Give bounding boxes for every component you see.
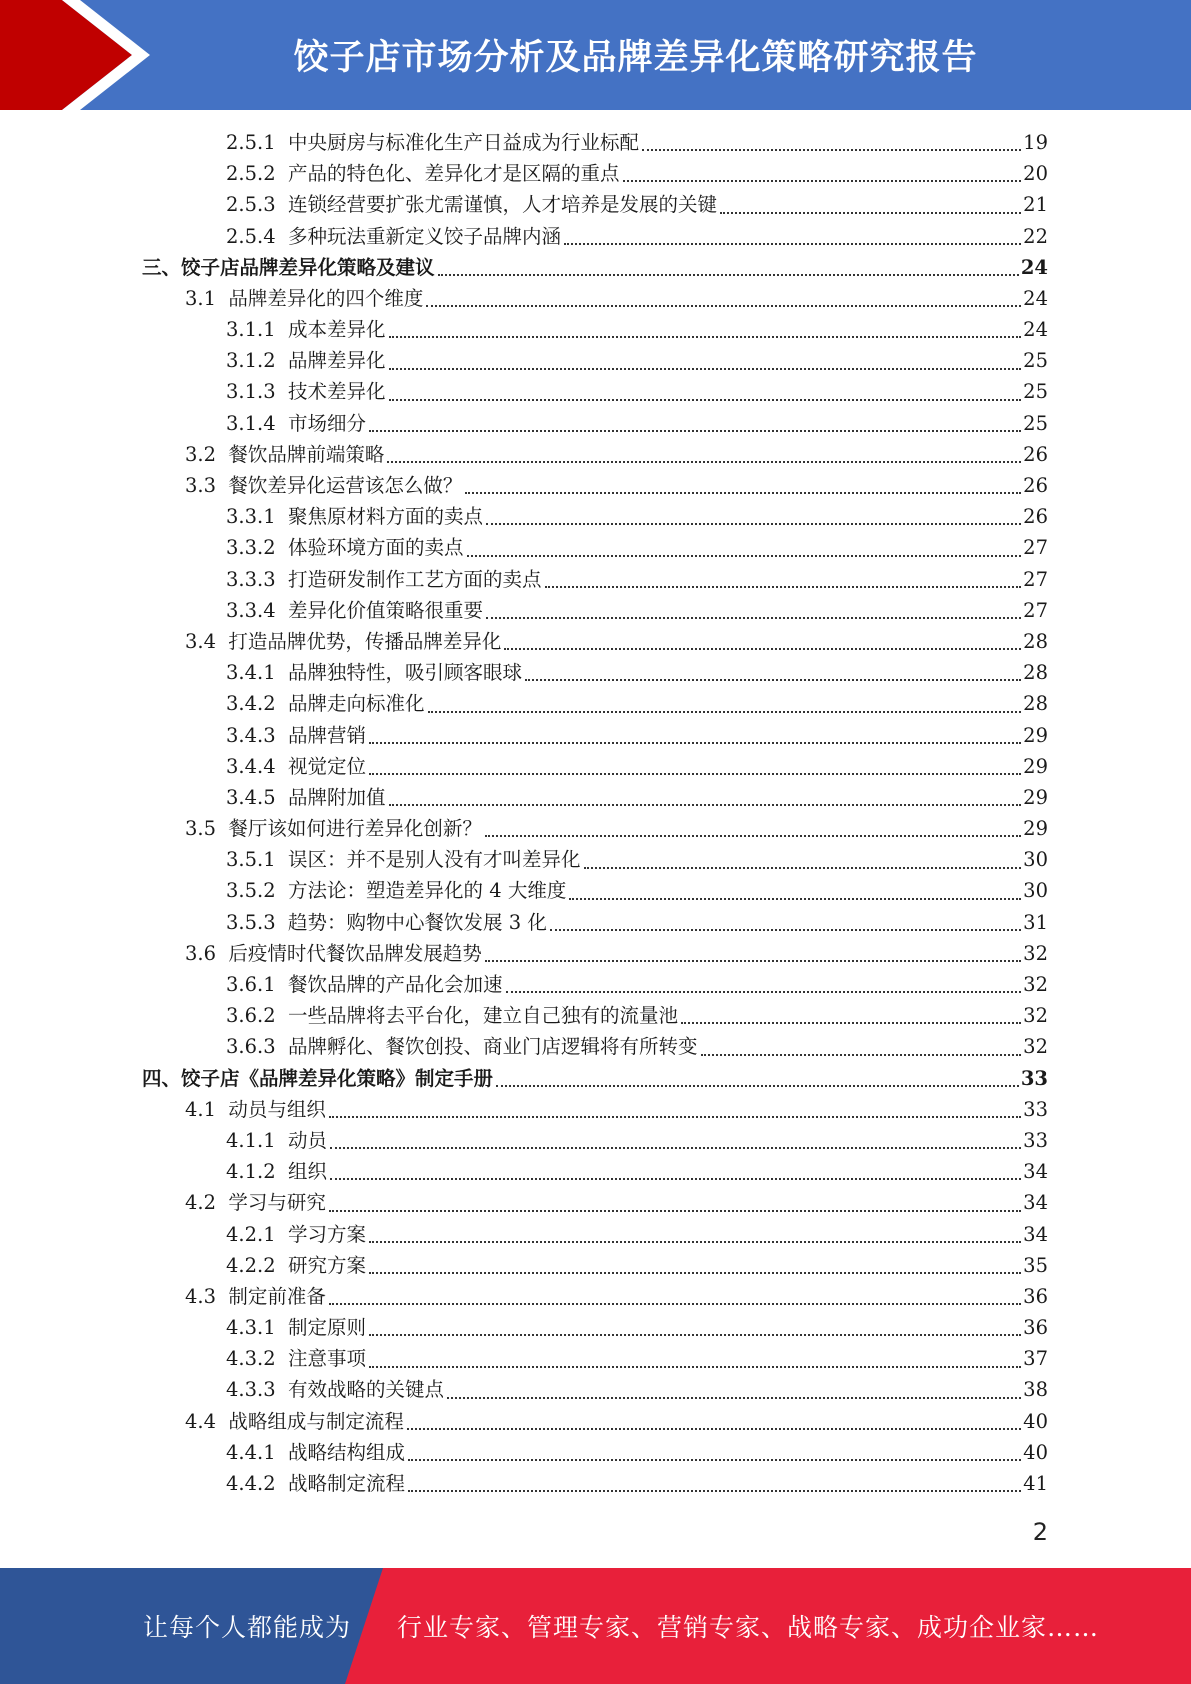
toc-entry-title: 产品的特色化、差异化才是区隔的重点 bbox=[288, 162, 620, 186]
toc-entry-number: 4.3.3 bbox=[226, 1378, 276, 1402]
footer-slogan-left: 让每个人都能成为 bbox=[143, 1613, 352, 1642]
toc-entry-title: 制定前准备 bbox=[228, 1284, 326, 1308]
toc-entry-page: 29 bbox=[1023, 817, 1048, 841]
toc-entry-title: 差异化价值策略很重要 bbox=[288, 598, 484, 622]
toc-entry[interactable] bbox=[0, 595, 1048, 626]
toc-dot-leader bbox=[330, 1178, 1021, 1180]
toc-dot-leader bbox=[720, 212, 1021, 214]
toc-entry[interactable] bbox=[0, 345, 1048, 376]
toc-entry-number: 4.2.1 bbox=[226, 1222, 276, 1246]
toc-entry-title: 后疫情时代餐饮品牌发展趋势 bbox=[228, 941, 482, 965]
toc-dot-leader bbox=[407, 1428, 1021, 1430]
toc-entry-page: 33 bbox=[1023, 1097, 1048, 1121]
toc-entry-number: 4.1 bbox=[185, 1097, 217, 1121]
toc-entry-title: 有效战略的关键点 bbox=[288, 1378, 445, 1402]
table-of-contents bbox=[0, 127, 1191, 1499]
toc-entry-title: 战略结构组成 bbox=[288, 1440, 406, 1464]
toc-dot-leader bbox=[550, 929, 1021, 931]
toc-entry[interactable] bbox=[0, 408, 1048, 439]
toc-entry[interactable] bbox=[0, 1063, 1048, 1094]
toc-entry[interactable] bbox=[0, 1312, 1048, 1343]
toc-entry-title: 技术差异化 bbox=[288, 380, 386, 404]
toc-entry-number: 3.4.4 bbox=[226, 754, 276, 778]
toc-entry-page: 27 bbox=[1023, 598, 1048, 622]
toc-entry[interactable] bbox=[0, 688, 1048, 719]
toc-entry[interactable] bbox=[0, 969, 1048, 1000]
toc-entry-page: 25 bbox=[1023, 380, 1048, 404]
footer-slogan-right: 行业专家、管理专家、营销专家、战略专家、成功企业家…… bbox=[397, 1613, 1100, 1642]
toc-entry-number: 2.5.4 bbox=[226, 224, 276, 248]
toc-entry[interactable] bbox=[0, 1406, 1048, 1437]
report-title: 饺子店市场分析及品牌差异化策略研究报告 bbox=[293, 38, 978, 78]
toc-entry-number: 4.1.1 bbox=[226, 1128, 276, 1152]
toc-entry[interactable] bbox=[0, 720, 1048, 751]
toc-dot-leader bbox=[569, 898, 1021, 900]
toc-entry-number: 3.4.1 bbox=[226, 661, 276, 685]
toc-dot-leader bbox=[389, 399, 1022, 401]
toc-entry-title: 组织 bbox=[288, 1160, 328, 1184]
toc-entry[interactable] bbox=[0, 377, 1048, 408]
toc-entry-number: 3.5 bbox=[185, 817, 217, 841]
toc-entry-number: 3.5.2 bbox=[226, 879, 276, 903]
toc-dot-leader bbox=[564, 243, 1021, 245]
toc-entry[interactable] bbox=[0, 1000, 1048, 1031]
toc-dot-leader bbox=[642, 149, 1021, 151]
toc-entry-page: 32 bbox=[1023, 1035, 1048, 1059]
toc-entry[interactable] bbox=[0, 751, 1048, 782]
toc-dot-leader bbox=[504, 648, 1021, 650]
toc-dot-leader bbox=[525, 679, 1021, 681]
toc-dot-leader bbox=[408, 1459, 1021, 1461]
toc-entry-page: 24 bbox=[1023, 318, 1048, 342]
toc-entry-page: 30 bbox=[1023, 879, 1048, 903]
toc-entry-title: 餐饮品牌前端策略 bbox=[228, 442, 385, 466]
toc-entry-title: 品牌独特性，吸引顾客眼球 bbox=[288, 661, 523, 685]
toc-entry-title: 研究方案 bbox=[288, 1253, 367, 1277]
toc-entry-title: 制定原则 bbox=[288, 1316, 367, 1340]
toc-entry-number: 3.1.2 bbox=[226, 349, 276, 373]
toc-entry-title: 品牌走向标准化 bbox=[288, 692, 425, 716]
toc-entry-number: 3.6 bbox=[185, 941, 217, 965]
toc-dot-leader bbox=[369, 1366, 1021, 1368]
toc-entry-page: 28 bbox=[1023, 629, 1048, 653]
toc-entry-page: 29 bbox=[1023, 785, 1048, 809]
toc-entry-number: 3.1.1 bbox=[226, 318, 276, 342]
page-header bbox=[0, 0, 1191, 110]
toc-entry[interactable] bbox=[0, 189, 1048, 220]
toc-entry[interactable] bbox=[0, 1094, 1048, 1125]
toc-entry-page: 34 bbox=[1023, 1191, 1048, 1215]
toc-entry[interactable] bbox=[0, 1375, 1048, 1406]
toc-dot-leader bbox=[329, 1303, 1021, 1305]
toc-entry-page: 34 bbox=[1023, 1160, 1048, 1184]
toc-entry[interactable] bbox=[0, 782, 1048, 813]
toc-dot-leader bbox=[506, 991, 1022, 993]
toc-entry-page: 36 bbox=[1023, 1316, 1048, 1340]
toc-entry[interactable] bbox=[0, 439, 1048, 470]
toc-entry-page: 33 bbox=[1023, 1128, 1048, 1152]
toc-entry-page: 40 bbox=[1023, 1409, 1048, 1433]
toc-entry[interactable] bbox=[0, 1343, 1048, 1374]
toc-entry-number: 4.4 bbox=[185, 1409, 217, 1433]
toc-entry-page: 19 bbox=[1023, 130, 1048, 154]
toc-entry[interactable] bbox=[0, 1156, 1048, 1187]
toc-entry[interactable] bbox=[0, 283, 1048, 314]
toc-entry-page: 22 bbox=[1023, 224, 1048, 248]
page-footer bbox=[0, 1568, 1191, 1684]
toc-entry[interactable] bbox=[0, 938, 1048, 969]
toc-entry-page: 27 bbox=[1023, 567, 1048, 591]
toc-entry[interactable] bbox=[0, 813, 1048, 844]
toc-dot-leader bbox=[408, 1490, 1021, 1492]
toc-entry[interactable] bbox=[0, 1250, 1048, 1281]
toc-entry-title: 打造研发制作工艺方面的卖点 bbox=[288, 567, 542, 591]
toc-entry-title: 注意事项 bbox=[288, 1347, 367, 1371]
toc-entry-title: 学习与研究 bbox=[228, 1191, 326, 1215]
toc-dot-leader bbox=[545, 586, 1022, 588]
toc-entry-title: 餐厅该如何进行差异化创新？ bbox=[228, 817, 482, 841]
toc-entry[interactable] bbox=[0, 532, 1048, 563]
toc-entry-title: 品牌孵化、餐饮创投、商业门店逻辑将有所转变 bbox=[288, 1035, 698, 1059]
toc-entry-title: 多种玩法重新定义饺子品牌内涵 bbox=[288, 224, 562, 248]
toc-dot-leader bbox=[389, 368, 1022, 370]
toc-entry-page: 25 bbox=[1023, 411, 1048, 435]
toc-entry[interactable] bbox=[0, 1187, 1048, 1218]
toc-entry[interactable] bbox=[0, 470, 1048, 501]
toc-entry[interactable] bbox=[0, 158, 1048, 189]
toc-entry[interactable] bbox=[0, 1281, 1048, 1312]
toc-entry-page: 41 bbox=[1023, 1472, 1048, 1496]
toc-entry-number: 3.4.2 bbox=[226, 692, 276, 716]
toc-entry[interactable] bbox=[0, 1219, 1048, 1250]
toc-entry-title: 误区：并不是别人没有才叫差异化 bbox=[288, 848, 581, 872]
toc-entry-number: 4.4.1 bbox=[226, 1440, 276, 1464]
toc-entry-page: 28 bbox=[1023, 661, 1048, 685]
toc-dot-leader bbox=[623, 180, 1022, 182]
toc-entry-number: 3.5.3 bbox=[226, 910, 276, 934]
toc-entry-page: 27 bbox=[1023, 536, 1048, 560]
toc-entry-title: 战略组成与制定流程 bbox=[228, 1409, 404, 1433]
toc-entry-title: 动员与组织 bbox=[228, 1097, 326, 1121]
toc-entry-page: 24 bbox=[1020, 255, 1048, 279]
toc-entry-title: 市场细分 bbox=[288, 411, 367, 435]
toc-dot-leader bbox=[681, 1022, 1021, 1024]
toc-entry[interactable] bbox=[0, 1437, 1048, 1468]
toc-dot-leader bbox=[330, 1147, 1021, 1149]
toc-entry-number: 4.3.2 bbox=[226, 1347, 276, 1371]
toc-entry[interactable] bbox=[0, 501, 1048, 532]
toc-entry-title: 品牌差异化 bbox=[288, 349, 386, 373]
toc-dot-leader bbox=[426, 305, 1021, 307]
toc-entry-page: 29 bbox=[1023, 723, 1048, 747]
toc-entry[interactable] bbox=[0, 127, 1048, 158]
toc-entry-number: 3.1.4 bbox=[226, 411, 276, 435]
toc-entry-title: 方法论：塑造差异化的 4 大维度 bbox=[288, 879, 567, 903]
toc-entry-title: 战略制定流程 bbox=[288, 1472, 406, 1496]
page-number: 2 bbox=[1032, 1518, 1048, 1546]
toc-entry-number: 3.4 bbox=[185, 629, 217, 653]
toc-dot-leader bbox=[496, 1085, 1019, 1087]
toc-entry-number: 3.6.1 bbox=[226, 973, 276, 997]
toc-entry-number: 2.5.2 bbox=[226, 162, 276, 186]
toc-entry-number: 3.6.3 bbox=[226, 1035, 276, 1059]
toc-entry-page: 30 bbox=[1023, 848, 1048, 872]
toc-entry-number: 3.1 bbox=[185, 286, 217, 310]
toc-entry[interactable] bbox=[0, 1031, 1048, 1062]
toc-entry[interactable] bbox=[0, 221, 1048, 252]
toc-entry-title: 聚焦原材料方面的卖点 bbox=[288, 505, 484, 529]
toc-entry-title: 品牌附加值 bbox=[288, 785, 386, 809]
toc-entry-page: 26 bbox=[1023, 505, 1048, 529]
header-arrow-decoration bbox=[0, 0, 150, 110]
toc-entry-number: 3.4.3 bbox=[226, 723, 276, 747]
toc-entry-page: 33 bbox=[1020, 1066, 1048, 1090]
toc-entry-title: 趋势：购物中心餐饮发展 3 化 bbox=[288, 910, 547, 934]
toc-entry-number: 4.2 bbox=[185, 1191, 217, 1215]
toc-entry-page: 36 bbox=[1023, 1284, 1048, 1308]
toc-entry-page: 32 bbox=[1023, 1004, 1048, 1028]
toc-entry[interactable] bbox=[0, 844, 1048, 875]
toc-entry-page: 20 bbox=[1023, 162, 1048, 186]
toc-entry-number: 4.1.2 bbox=[226, 1160, 276, 1184]
toc-entry-number: 2.5.1 bbox=[226, 130, 276, 154]
toc-entry[interactable] bbox=[0, 314, 1048, 345]
toc-entry-title: 餐饮品牌的产品化会加速 bbox=[288, 973, 503, 997]
toc-entry-number: 3.3.4 bbox=[226, 598, 276, 622]
toc-entry-page: 25 bbox=[1023, 349, 1048, 373]
toc-entry-title: 动员 bbox=[288, 1128, 328, 1152]
toc-entry[interactable] bbox=[0, 626, 1048, 657]
toc-dot-leader bbox=[369, 773, 1021, 775]
toc-entry-title: 餐饮差异化运营该怎么做？ bbox=[228, 474, 463, 498]
toc-dot-leader bbox=[485, 960, 1021, 962]
toc-dot-leader bbox=[369, 1334, 1021, 1336]
toc-entry[interactable] bbox=[0, 1125, 1048, 1156]
toc-entry-page: 24 bbox=[1023, 286, 1048, 310]
toc-entry-title: 三、饺子店品牌差异化策略及建议 bbox=[142, 255, 435, 279]
toc-dot-leader bbox=[584, 867, 1022, 869]
toc-entry-number: 4.3 bbox=[185, 1284, 217, 1308]
toc-entry-number: 3.4.5 bbox=[226, 785, 276, 809]
toc-dot-leader bbox=[389, 336, 1022, 338]
toc-entry-title: 中央厨房与标准化生产日益成为行业标配 bbox=[288, 130, 640, 154]
toc-dot-leader bbox=[465, 492, 1021, 494]
toc-entry-title: 打造品牌优势，传播品牌差异化 bbox=[228, 629, 502, 653]
toc-entry-page: 32 bbox=[1023, 973, 1048, 997]
toc-entry[interactable] bbox=[0, 1468, 1048, 1499]
toc-entry-title: 视觉定位 bbox=[288, 754, 367, 778]
toc-dot-leader bbox=[486, 523, 1021, 525]
toc-entry-title: 成本差异化 bbox=[288, 318, 386, 342]
toc-dot-leader bbox=[369, 1272, 1021, 1274]
toc-entry[interactable] bbox=[0, 252, 1048, 283]
toc-entry-number: 4.2.2 bbox=[226, 1253, 276, 1277]
toc-entry-number: 3.3.2 bbox=[226, 536, 276, 560]
toc-dot-leader bbox=[329, 1210, 1021, 1212]
toc-dot-leader bbox=[387, 461, 1021, 463]
toc-dot-leader bbox=[389, 804, 1022, 806]
toc-entry-number: 4.4.2 bbox=[226, 1472, 276, 1496]
toc-entry-title: 体验环境方面的卖点 bbox=[288, 536, 464, 560]
toc-entry-number: 3.3 bbox=[185, 474, 217, 498]
toc-entry-title: 四、饺子店《品牌差异化策略》制定手册 bbox=[142, 1066, 494, 1090]
toc-entry-page: 26 bbox=[1023, 442, 1048, 466]
toc-entry-page: 26 bbox=[1023, 474, 1048, 498]
toc-entry-title: 品牌差异化的四个维度 bbox=[228, 286, 424, 310]
toc-dot-leader bbox=[701, 1054, 1022, 1056]
toc-dot-leader bbox=[428, 711, 1022, 713]
toc-dot-leader bbox=[486, 617, 1021, 619]
toc-entry[interactable] bbox=[0, 907, 1048, 938]
toc-entry-page: 31 bbox=[1023, 910, 1048, 934]
toc-dot-leader bbox=[447, 1397, 1021, 1399]
toc-entry-page: 35 bbox=[1023, 1253, 1048, 1277]
toc-entry-title: 品牌营销 bbox=[288, 723, 367, 747]
toc-entry-title: 一些品牌将去平台化，建立自己独有的流量池 bbox=[288, 1004, 679, 1028]
toc-entry-number: 3.2 bbox=[185, 442, 217, 466]
toc-entry-number: 4.3.1 bbox=[226, 1316, 276, 1340]
toc-dot-leader bbox=[485, 835, 1021, 837]
toc-dot-leader bbox=[369, 430, 1021, 432]
toc-dot-leader bbox=[369, 1241, 1021, 1243]
toc-entry-page: 38 bbox=[1023, 1378, 1048, 1402]
toc-entry-number: 3.5.1 bbox=[226, 848, 276, 872]
toc-entry-page: 40 bbox=[1023, 1440, 1048, 1464]
toc-dot-leader bbox=[467, 555, 1022, 557]
toc-dot-leader bbox=[329, 1116, 1021, 1118]
toc-entry[interactable] bbox=[0, 657, 1048, 688]
toc-entry-number: 3.3.3 bbox=[226, 567, 276, 591]
toc-entry-number: 3.6.2 bbox=[226, 1004, 276, 1028]
toc-entry-number: 3.1.3 bbox=[226, 380, 276, 404]
toc-entry-page: 34 bbox=[1023, 1222, 1048, 1246]
toc-dot-leader bbox=[438, 274, 1019, 276]
toc-entry[interactable] bbox=[0, 876, 1048, 907]
toc-entry-page: 29 bbox=[1023, 754, 1048, 778]
toc-entry-page: 21 bbox=[1023, 193, 1048, 217]
toc-entry[interactable] bbox=[0, 564, 1048, 595]
toc-entry-page: 32 bbox=[1023, 941, 1048, 965]
toc-entry-number: 3.3.1 bbox=[226, 505, 276, 529]
toc-entry-number: 2.5.3 bbox=[226, 193, 276, 217]
toc-entry-page: 28 bbox=[1023, 692, 1048, 716]
toc-entry-title: 学习方案 bbox=[288, 1222, 367, 1246]
toc-entry-title: 连锁经营要扩张尤需谨慎，人才培养是发展的关键 bbox=[288, 193, 718, 217]
toc-dot-leader bbox=[369, 742, 1021, 744]
toc-entry-page: 37 bbox=[1023, 1347, 1048, 1371]
